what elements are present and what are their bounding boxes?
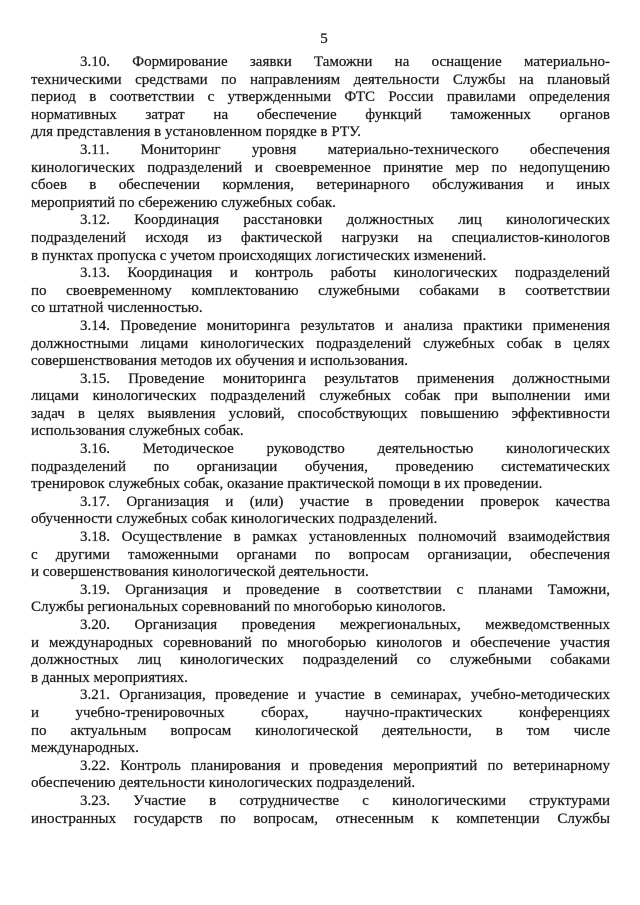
text-line: использования служебных собак. xyxy=(31,423,244,440)
text-line: задач в целях выявления условий, способствующих повышению эффективности xyxy=(31,405,610,422)
paragraph-3.18 xyxy=(31,529,610,582)
text-line: 3.16. Методическое руководство деятельностью кинологических xyxy=(80,441,610,458)
text-line: 3.17. Организация и (или) участие в проведении проверок качества xyxy=(80,493,610,510)
text-line: 3.13. Координация и контроль работы кинологических подразделений xyxy=(80,265,610,282)
paragraph-3.19 xyxy=(31,582,610,617)
text-line: по своевременному комплектованию служебными собаками в соответствии xyxy=(31,282,610,299)
text-line: нормативных затрат на обеспечение функций таможенных органов xyxy=(31,106,610,123)
text-line: подразделений по организации обучения, проведению систематических xyxy=(31,458,610,475)
text-line: обученности служебных собак кинологических подразделений. xyxy=(31,511,438,528)
text-line: период в соответствии с утвержденными ФТС России правилами определения xyxy=(31,89,610,106)
text-line: для представления в установленном порядке в РТУ. xyxy=(31,124,361,141)
text-line: 3.15. Проведение мониторинга результатов применения должностными xyxy=(80,370,610,387)
page-number: 5 xyxy=(320,31,328,47)
paragraph-3.23 xyxy=(31,793,610,828)
paragraph-3.21 xyxy=(31,687,610,757)
text-line: в данных мероприятиях. xyxy=(31,669,188,686)
paragraph-3.22 xyxy=(31,758,610,793)
text-line: должностными лицами кинологических подразделений служебных собак в целях xyxy=(31,335,610,352)
text-line: в пунктах пропуска с учетом происходящих логистических изменений. xyxy=(31,247,487,264)
text-line: международных. xyxy=(31,740,139,757)
text-line: совершенствования методов их обучения и использования. xyxy=(31,353,408,370)
text-line: 3.14. Проведение мониторинга результатов и анализа практики применения xyxy=(80,317,610,334)
paragraph-3.17 xyxy=(31,494,610,529)
text-line: подразделений исходя из фактической нагрузки на специалистов-кинологов xyxy=(31,229,610,246)
text-line: сбоев в обеспечении кормления, ветеринарного обслуживания и иных xyxy=(31,177,610,194)
text-line: Службы региональных соревнований по многоборью кинологов. xyxy=(31,599,446,616)
text-line: 3.20. Организация проведения межрегиональных, межведомственных xyxy=(80,617,610,633)
paragraph-3.20 xyxy=(31,617,610,687)
text-line: тренировок служебных собак, оказание практической помощи в их проведении. xyxy=(31,476,543,493)
text-line: 3.19. Организация и проведение в соответствии с планами Таможни, xyxy=(80,581,610,598)
text-line: 3.12. Координация расстановки должностных лиц кинологических xyxy=(80,212,610,229)
text-line: с другими таможенными органами по вопросам организации, обеспечения xyxy=(31,546,610,563)
paragraph-3.14 xyxy=(31,318,610,371)
text-line: 3.23. Участие в сотрудничестве с кинологическими структурами xyxy=(80,792,610,809)
text-line: мероприятий по сбережению служебных собак. xyxy=(31,194,336,211)
paragraph-3.13 xyxy=(31,265,610,318)
text-line: 3.18. Осуществление в рамках установленных полномочий взаимодействия xyxy=(80,529,610,546)
text-line: и учебно-тренировочных сборах, научно-практических конференциях xyxy=(31,704,610,721)
text-line: техническими средствами по направлениям деятельности Службы на плановый xyxy=(31,71,610,88)
paragraph-3.16 xyxy=(31,441,610,494)
document-body xyxy=(31,54,610,828)
text-line: кинологических подразделений и своевременное принятие мер по недопущению xyxy=(31,159,610,176)
text-line: и международных соревнований по многоборью кинологов и обеспечение участия xyxy=(31,634,610,651)
text-line: 3.11. Мониторинг уровня материально-технического обеспечения xyxy=(80,141,610,158)
text-line: и совершенствования кинологической деятельности. xyxy=(31,564,369,581)
text-line: обеспечению деятельности кинологических подразделений. xyxy=(31,775,416,792)
text-line: 3.22. Контроль планирования и проведения мероприятий по ветеринарному xyxy=(80,757,610,774)
text-line: со штатной численностью. xyxy=(31,300,203,317)
text-line: по актуальным вопросам кинологической деятельности, в том числе xyxy=(31,722,610,739)
paragraph-3.12 xyxy=(31,212,610,265)
paragraph-3.11 xyxy=(31,142,610,212)
text-line: 3.21. Организация, проведение и участие в семинарах, учебно-методических xyxy=(80,687,610,704)
paragraph-3.10 xyxy=(31,54,610,142)
paragraph-3.15 xyxy=(31,371,610,441)
text-line: 3.10. Формирование заявки Таможни на оснащение материально- xyxy=(80,54,610,70)
text-line: лицами кинологических подразделений служебных собак при выполнении ими xyxy=(31,388,610,405)
text-line: иностранных государств по вопросам, отнесенным к компетенции Службы xyxy=(31,810,610,827)
text-line: должностных лиц кинологических подразделений со служебными собаками xyxy=(31,652,610,669)
